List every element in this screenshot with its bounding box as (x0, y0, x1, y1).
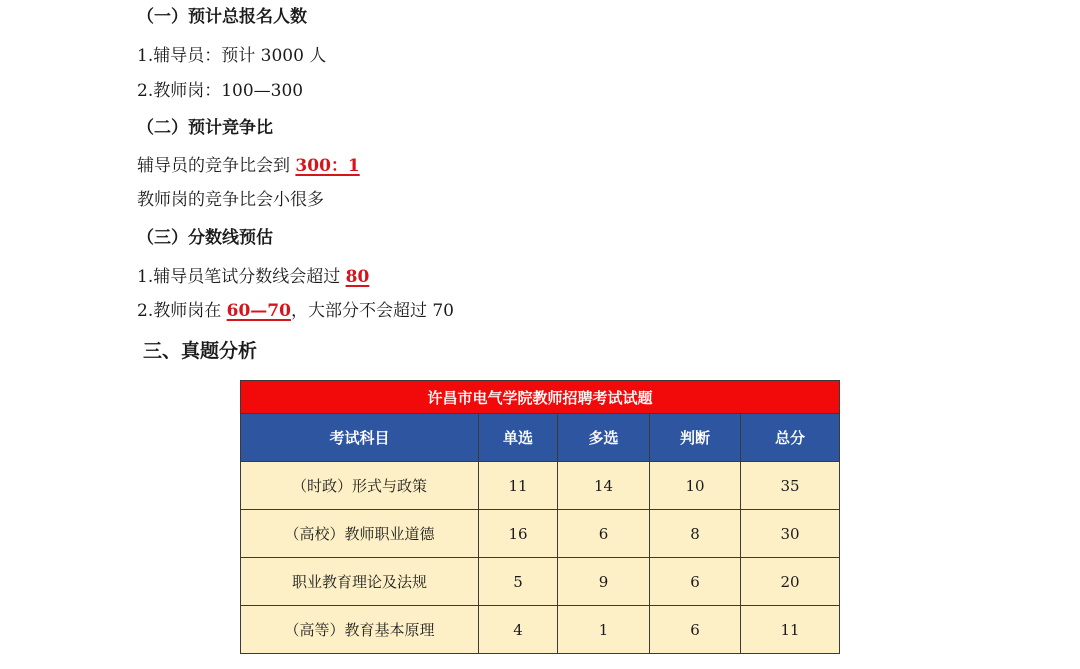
column-header-multiple-choice: 多选 (558, 414, 650, 462)
cell-total: 35 (741, 462, 840, 510)
table-header-row (241, 414, 840, 462)
cell-subject: （高校）教师职业道德 (241, 510, 479, 558)
cell-single-choice: 11 (479, 462, 558, 510)
cell-subject: （时政）形式与政策 (241, 462, 479, 510)
table-row (241, 510, 840, 558)
table-title-row (241, 381, 840, 414)
sub2-line-1 (137, 155, 360, 177)
table-row (241, 462, 840, 510)
column-header-total: 总分 (741, 414, 840, 462)
column-header-single-choice: 单选 (479, 414, 558, 462)
table-row (241, 606, 840, 654)
sub2-line-2: 教师岗的竞争比会小很多 (137, 190, 324, 210)
table-title: 许昌市电气学院教师招聘考试试题 (241, 381, 840, 414)
sub3-line-1-text: 1.辅导员笔试分数线会超过 (137, 267, 346, 287)
cell-single-choice: 16 (479, 510, 558, 558)
subsection-title-3: （三）分数线预估 (137, 228, 273, 248)
cell-total: 20 (741, 558, 840, 606)
column-header-subject: 考试科目 (241, 414, 479, 462)
cell-true-false: 6 (650, 558, 741, 606)
cell-true-false: 10 (650, 462, 741, 510)
cell-true-false: 6 (650, 606, 741, 654)
cell-multiple-choice: 9 (558, 558, 650, 606)
column-header-true-false: 判断 (650, 414, 741, 462)
cell-multiple-choice: 14 (558, 462, 650, 510)
sub3-line-1 (137, 266, 369, 288)
exam-table (240, 380, 840, 654)
table-row (241, 558, 840, 606)
cell-multiple-choice: 6 (558, 510, 650, 558)
cell-multiple-choice: 1 (558, 606, 650, 654)
cell-subject: （高等）教育基本原理 (241, 606, 479, 654)
sub3-line-2 (137, 300, 454, 322)
cell-total: 11 (741, 606, 840, 654)
subsection-title-2: （二）预计竞争比 (137, 118, 273, 138)
cell-single-choice: 4 (479, 606, 558, 654)
sub1-line-1: 1.辅导员：预计 3000 人 (137, 46, 327, 66)
cell-total: 30 (741, 510, 840, 558)
teacher-score-highlight: 60—70 (226, 301, 291, 321)
sub2-line-1-text: 辅导员的竞争比会到 (137, 156, 296, 176)
cell-single-choice: 5 (479, 558, 558, 606)
sub3-line-2-prefix: 2.教师岗在 (137, 301, 227, 321)
subsection-title-1: （一）预计总报名人数 (137, 7, 307, 27)
competition-ratio-highlight: 300：1 (295, 156, 360, 176)
sub3-line-2-suffix: ，大部分不会超过 70 (290, 301, 454, 321)
counselor-score-highlight: 80 (345, 267, 370, 287)
cell-subject: 职业教育理论及法规 (241, 558, 479, 606)
sub1-line-2: 2.教师岗：100—300 (137, 81, 304, 101)
cell-true-false: 8 (650, 510, 741, 558)
section-title-3: 三、真题分析 (143, 340, 258, 362)
